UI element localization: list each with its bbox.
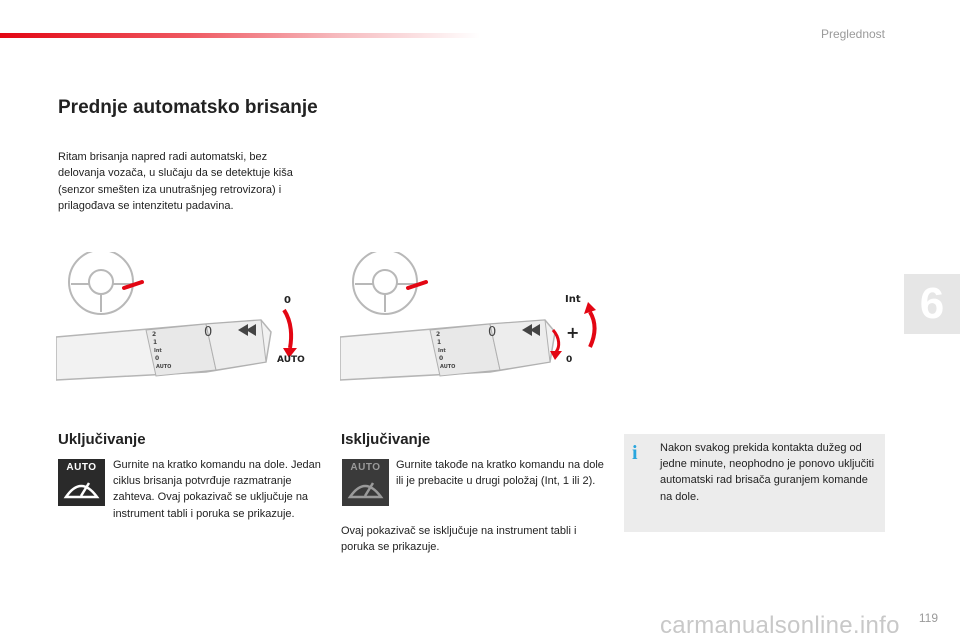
stalk-pos-1: 1 <box>437 339 442 346</box>
figure2-bottom-label: 0 <box>566 355 573 365</box>
switch-on-text: Gurnite na kratko komandu na dole. Jedan ciklus brisanja potvrđuje razmatranje zahteva. Ovaj pokazivač se uključuje na instrument tabli i poruka se prikazuje. <box>113 459 321 520</box>
section-title: Preglednost <box>820 27 885 41</box>
stalk-pos-int: Int <box>438 348 446 354</box>
stalk-pos-int: Int <box>154 348 162 354</box>
switch-off-note: Ovaj pokazivač se isključuje na instrument tabli i poruka se prikazuje. <box>341 525 577 554</box>
header-accent-bar <box>0 33 480 38</box>
info-text: Nakon svakog prekida kontakta dužeg od jedne minute, neophodno je ponovo uključiti automatski rad brisača guranjem komande na dole. <box>660 442 875 503</box>
figure1-top-label: 0 <box>284 295 291 306</box>
up-arrow-icon <box>590 312 595 347</box>
stalk-pos-0: 0 <box>155 355 160 362</box>
chapter-tab: 6 <box>904 274 960 334</box>
figure2-plus-sign: + <box>566 323 580 342</box>
stalk-pos-1: 1 <box>153 339 158 346</box>
down-arrow-icon <box>284 310 291 348</box>
intro-paragraph: Ritam brisanja napred radi automatski, bez delovanja vozača, u slučaju da se detektuje kiša (senzor smešten iza unutrašnjeg retrovizora) i prilagođava se intenzitetu padavina. <box>58 151 293 213</box>
auto-label: AUTO <box>350 462 381 473</box>
wiper-stalk-illustration-on <box>56 252 318 387</box>
page-number: 119 <box>918 611 938 625</box>
steering-wheel-icon <box>69 252 133 314</box>
svg-text:0: 0 <box>488 325 497 340</box>
info-box <box>624 434 885 532</box>
auto-wipe-off-indicator-icon <box>342 459 389 506</box>
stalk-pos-2: 2 <box>436 331 441 338</box>
figure2-top-label: Int <box>565 294 581 305</box>
switch-on-heading: Uključivanje <box>58 431 146 448</box>
switch-off-heading: Isključivanje <box>341 431 431 448</box>
watermark: carmanualsonline.info <box>660 612 900 639</box>
stalk-pos-auto: AUTO <box>156 364 172 370</box>
stalk-pos-2: 2 <box>152 331 157 338</box>
info-icon: i <box>632 442 638 464</box>
switch-off-text: Gurnite takođe na kratko komandu na dole ili je prebacite u drugi položaj (Int, 1 ili 2). <box>396 459 604 488</box>
figure1-bottom-label: AUTO <box>277 355 305 365</box>
auto-label: AUTO <box>66 462 97 473</box>
stalk-pos-0: 0 <box>439 355 444 362</box>
page-title: Prednje automatsko brisanje <box>58 97 318 118</box>
steering-wheel-icon <box>353 252 417 314</box>
wiper-stalk-illustration-off <box>340 252 602 387</box>
stalk-pos-auto: AUTO <box>440 364 456 370</box>
svg-text:0: 0 <box>204 325 213 340</box>
auto-wipe-indicator-icon <box>58 459 105 506</box>
